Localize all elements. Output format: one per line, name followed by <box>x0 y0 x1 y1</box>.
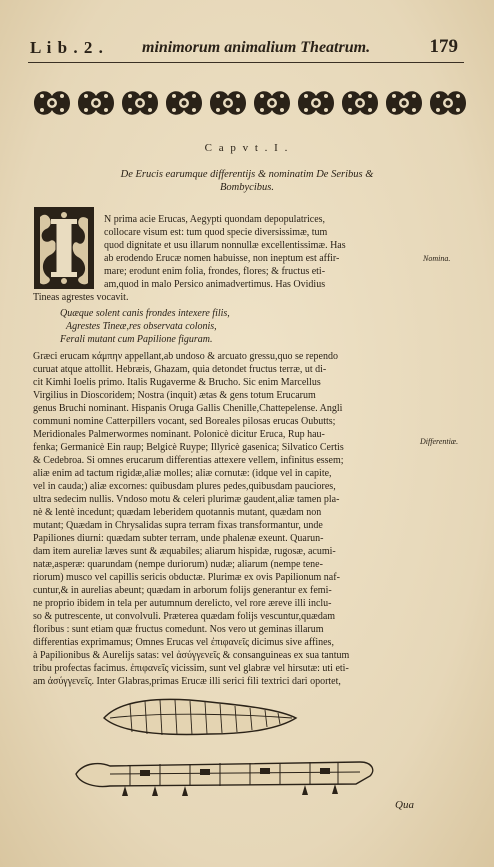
margin-note-differentiae: Differentiæ. <box>420 437 459 446</box>
text-line: ne proprio ibidem in tela per autumnum derelicto, vel rore æreve illi inclu- <box>33 598 332 609</box>
text-line: collocare visum est: tum quod specie diversissimæ, tum <box>104 227 328 238</box>
verse-quote <box>60 307 230 346</box>
text-line: genus Bruchi nominant. Hispanis Oruga Gallis Chenille,Chattepelense. Angli <box>33 403 343 414</box>
text-line: Papiliones diurni: quædam subter terram, unde phalenæ exeunt. Quarun- <box>33 533 324 544</box>
text-line: riorum) musco vel capillis sericis obductæ. Plurimæ ex ovis Papilionum naf- <box>33 572 340 583</box>
intro-paragraph <box>104 213 417 291</box>
chrysalis-woodcut-icon <box>100 692 300 742</box>
text-line: fenka; Germanicè Ein raup; Belgicè Ruype; Illyricè gasenica; Silvatico Certis <box>33 442 344 453</box>
text-line: natæ,asperæ: quarundam (nempe duriorum) nudæ; aliarum (nempe tene- <box>33 559 323 570</box>
text-line: N prima acie Erucas, Aegypti quondam depopulatrices, <box>104 214 326 225</box>
text-line: vel in cauda;) aliæ excornes: quibusdam plures pedes,quibusdam pauciores, <box>33 481 336 492</box>
text-line: curuat atque attollit. Hebræis, Ghazam, quia detondet fructus terræ, ut di- <box>33 364 327 375</box>
verse-line: Agrestes Tineæ,res observata colonis, <box>66 321 217 332</box>
text-line: Meridionales Palmerwormes nominant. Polonicè dicitur Eruca, Rup hau- <box>33 429 325 440</box>
text-line: mare; erodunt enim folia, frondes, flores; & fructus eti- <box>104 266 326 277</box>
text-line: differentias exprimamus; Omnes Erucas vel ἐπιφανεῖς dicimus sive affines, <box>33 637 334 648</box>
chapter-subtitle <box>40 168 454 194</box>
subtitle-line-1: De Erucis earumque differentijs & nominatim De Seribus & <box>120 169 374 180</box>
caterpillar-woodcut-icon <box>70 744 380 802</box>
ornament-band-icon <box>30 84 470 122</box>
text-line: Græci erucam κάμπην appellant,ab undoso & arcuato gressu,quo se rependo <box>33 351 338 362</box>
text-line: dam item aureliæ læves sunt & æquabiles; aliarum hispidæ, rugosæ, acumi- <box>33 546 336 557</box>
verse-line: Quæque solent canis frondes intexere filis, <box>60 308 230 319</box>
text-line: floribus : sunt etiam quæ fructus comedunt. Nos vero ut geminas illarum <box>33 624 324 635</box>
text-line: & Cedebroa. Si omnes erucarum differentias attexere vellem, infinitus essem; <box>33 455 344 466</box>
text-line: Virgilius in Dioscoridem; Nostra (inquit) ætas & gens totum Erucarum <box>33 390 316 401</box>
verse-line: Ferali mutant cum Papilione figuram. <box>60 334 213 345</box>
running-title: minimorum animalium Theatrum. <box>142 39 371 56</box>
page-number: 179 <box>429 36 458 57</box>
text-line: mutant; Quædam in Chrysalidas supra terram fixas transformantur, unde <box>33 520 323 531</box>
text-line: nè & lentè incedunt; quædam leberidem quotannis mutant, quædam non <box>33 507 322 518</box>
book-number: L i b . 2 . <box>30 38 104 57</box>
text-line: am,quod in malo Persico animadvertimus. Has Ovidius <box>104 279 326 290</box>
text-line: ab erodendo Erucæ nomen habuisse, non ineptum est affir- <box>104 253 340 264</box>
text-line: communi nomine Catterpillers vocant, sed Boreales pilosas erucas Oubutts; <box>33 416 336 427</box>
decorated-initial-icon <box>34 207 94 289</box>
margin-note-nomina: Nomina. <box>423 254 451 263</box>
text-line: am ἀσύγγενεῖς. Inter Glabras,primas Erucæ illi serici fili textrici dari oportet, <box>33 676 341 687</box>
catchword: Qua <box>395 799 414 811</box>
header-rule <box>28 62 464 63</box>
chapter-heading: C a p v t . I . <box>204 142 290 154</box>
subtitle-line-2: Bombycibus. <box>220 182 274 193</box>
text-line-tineas: Tineas agrestes vocavit. <box>33 292 129 303</box>
text-line: quod dignitate et usu illarum nonnullæ excellentissimæ. Has <box>104 240 346 251</box>
main-paragraph <box>33 350 417 688</box>
text-line: cit Kimhi Ioelis primo. Italis Rugaverme & Brucho. Sic enim Marcellus <box>33 377 321 388</box>
text-line: aliæ enim ad tactum rigidæ,aliæ molles; aliæ cornutæ: (idque vel in capite, <box>33 468 332 479</box>
running-header <box>30 38 462 60</box>
text-line: ultra sedecim nullis. Vndoso motu & celeri plurimæ gaudent,aliæ tamen pla- <box>33 494 340 505</box>
text-line: so & putrescente, ut convolvuli. Præterea quædam folijs vescuntur,quædam <box>33 611 336 622</box>
text-line: à Papilionibus & Aurelijs satas: vel ἀσύγγενεῖς & consanguineas ex sua tantum <box>33 650 350 661</box>
text-line: cuntur,& in aurelias abeunt; quædam in arborum folijs generantur ex femi- <box>33 585 332 596</box>
text-line: tribu profectas facimus. ἐπιφανεῖς vicissim, sunt vel glabræ vel hirsutæ: uti eti- <box>33 663 349 674</box>
